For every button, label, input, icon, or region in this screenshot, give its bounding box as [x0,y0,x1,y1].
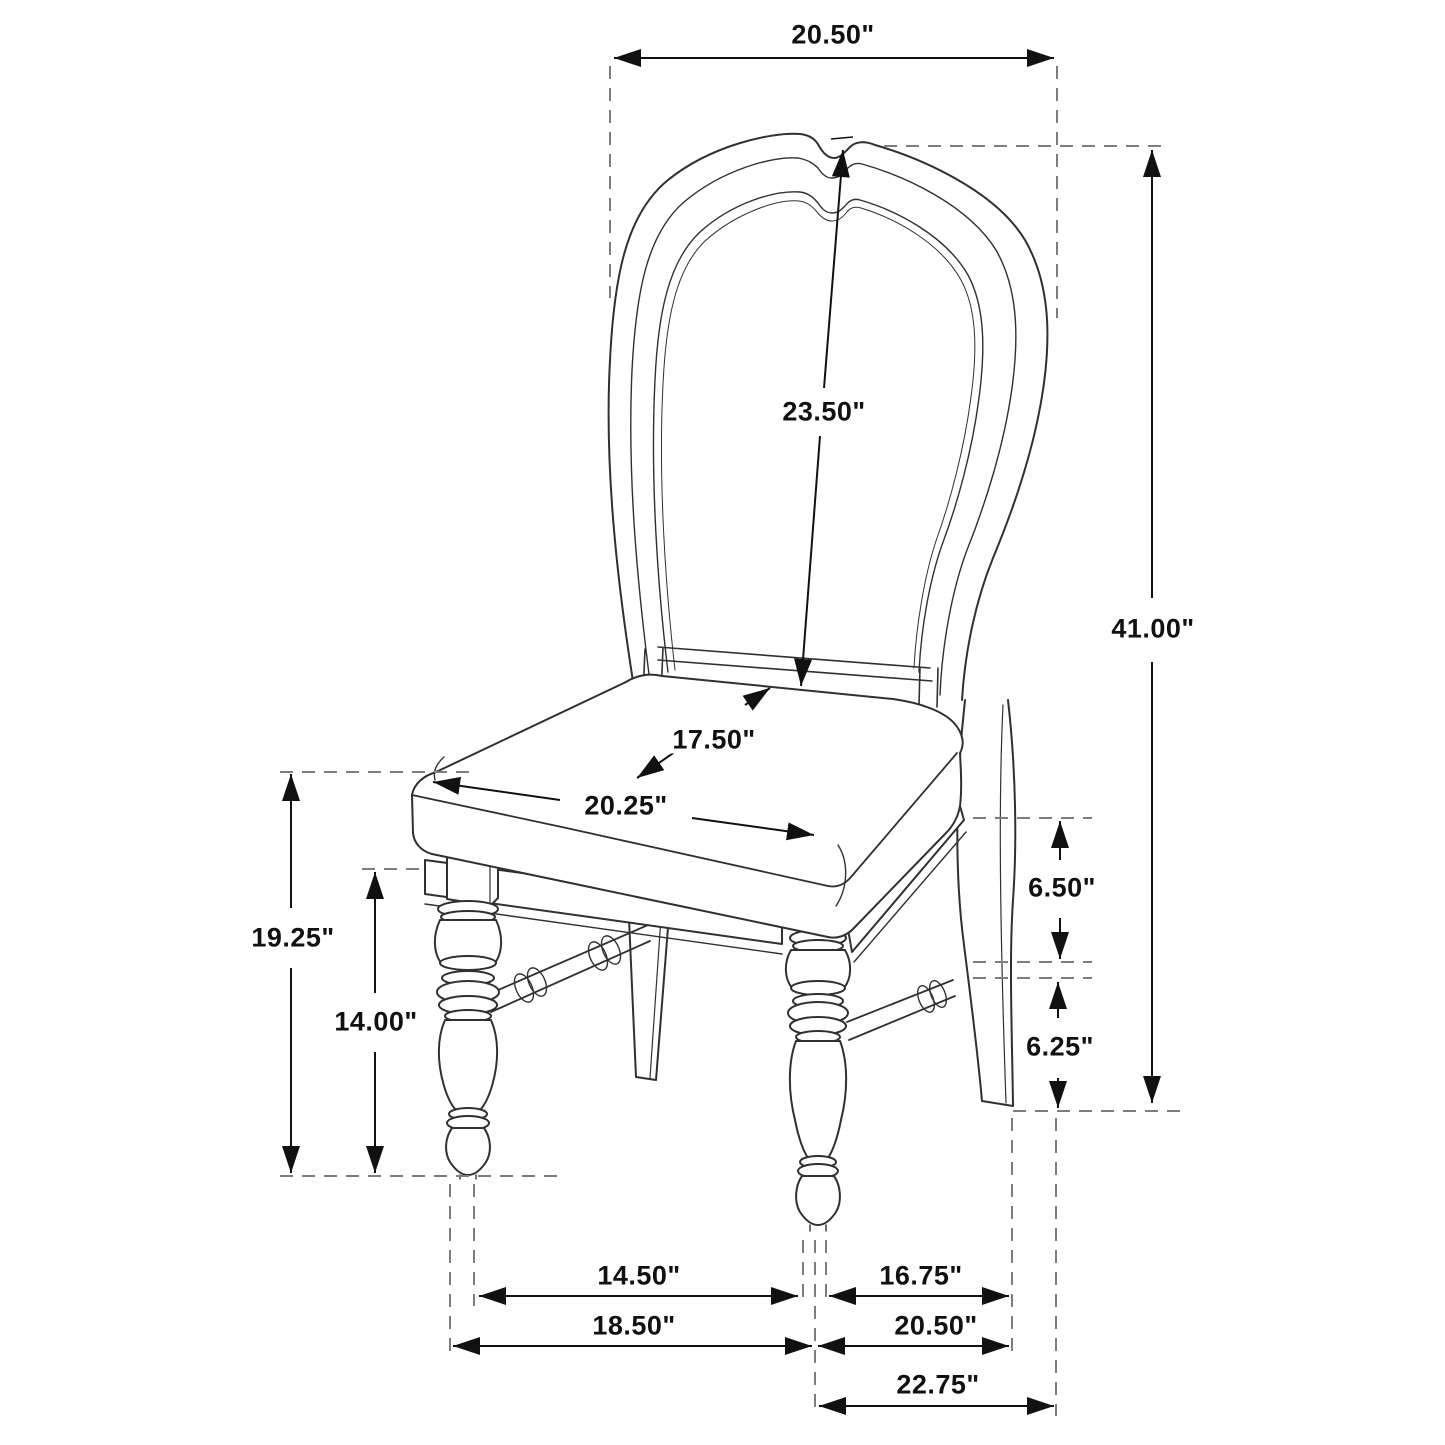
dim-label-front-legs-inner: 14.50" [593,1263,684,1290]
dim-label-stretcher-to-floor: 6.25" [1022,1034,1098,1061]
dim-label-back-top-width: 20.50" [787,22,878,49]
dim-label-side-legs-inner: 16.75" [875,1263,966,1290]
right-stretcher [847,978,955,1040]
chair-drawing [412,134,1047,1231]
dim-label-overall-depth: 22.75" [892,1372,983,1399]
rear-right-leg [957,700,1015,1106]
dim-label-back-height: 23.50" [778,399,869,426]
dim-label-seat-depth: 17.50" [668,727,759,754]
dim-label-floor-to-seat: 19.25" [247,925,338,952]
dim-label-floor-to-apron: 14.00" [330,1009,421,1036]
front-right-leg [786,902,850,1231]
dim-label-seat-width: 20.25" [580,793,671,820]
dim-label-overall-height: 41.00" [1107,616,1198,643]
left-stretcher [489,925,650,1012]
dim-label-front-legs-outer: 18.50" [588,1313,679,1340]
dim-label-apron-to-stretcher: 6.50" [1024,875,1100,902]
dim-label-side-legs-outer: 20.50" [890,1313,981,1340]
front-left-leg [435,856,501,1179]
